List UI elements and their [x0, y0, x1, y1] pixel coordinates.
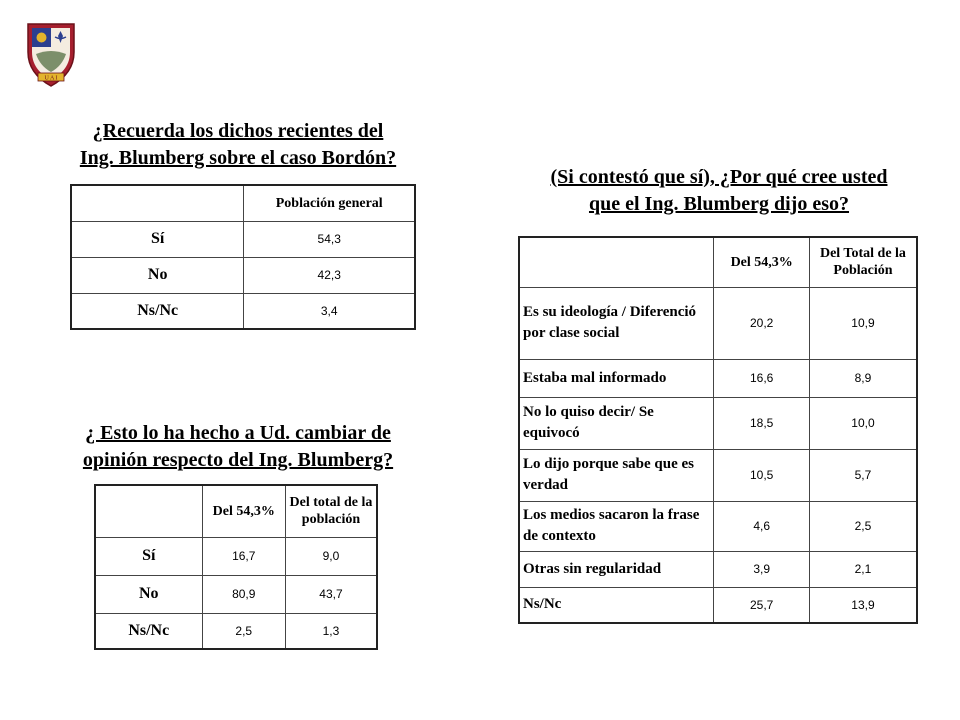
cell-value: 2,5 — [809, 501, 917, 551]
cell-value: 10,9 — [809, 287, 917, 359]
cell-value: 8,9 — [809, 359, 917, 397]
table-row — [519, 551, 917, 587]
column-header: Población general — [244, 185, 415, 221]
cell-value: 80,9 — [202, 575, 285, 613]
table-row — [95, 575, 377, 613]
row-label: Otras sin regularidad — [519, 551, 714, 587]
cell-value: 2,5 — [202, 613, 285, 649]
cell-value: 2,1 — [809, 551, 917, 587]
table-row — [519, 287, 917, 359]
question-1-line-2: Ing. Blumberg sobre el caso Bordón? — [79, 147, 397, 169]
question-3-line-1: (Si contestó que sí), ¿Por qué cree usted — [550, 166, 888, 188]
question-2-line-2: opinión respecto del Ing. Blumberg? — [82, 449, 394, 471]
column-header-subgroup: Del 54,3% — [202, 485, 285, 537]
cell-value: 3,4 — [244, 293, 415, 329]
column-header-subgroup: Del 54,3% — [714, 237, 809, 287]
table-row — [71, 221, 415, 257]
table-corner — [71, 185, 244, 221]
question-2-line-1: ¿ Esto lo ha hecho a Ud. cambiar de — [85, 422, 391, 444]
row-label: Ns/Nc — [71, 293, 244, 329]
question-3-line-2: que el Ing. Blumberg dijo eso? — [588, 193, 850, 215]
cell-value: 16,6 — [714, 359, 809, 397]
cell-value: 42,3 — [244, 257, 415, 293]
table-row — [519, 501, 917, 551]
cell-value: 4,6 — [714, 501, 809, 551]
question-1-line-1: ¿Recuerda los dichos recientes del — [92, 120, 384, 142]
table-row — [519, 397, 917, 449]
column-header-total: Del total de la población — [285, 485, 377, 537]
table-corner — [95, 485, 202, 537]
table-row — [519, 449, 917, 501]
question-3-title — [494, 164, 944, 218]
row-label: No — [95, 575, 202, 613]
table-row — [95, 613, 377, 649]
row-label: Sí — [95, 537, 202, 575]
cell-value: 13,9 — [809, 587, 917, 623]
table-row — [519, 359, 917, 397]
cell-value: 10,0 — [809, 397, 917, 449]
cell-value: 9,0 — [285, 537, 377, 575]
university-crest-icon — [26, 22, 76, 88]
cell-value: 25,7 — [714, 587, 809, 623]
row-label: Ns/Nc — [519, 587, 714, 623]
question-1-title — [28, 118, 448, 172]
row-label: Sí — [71, 221, 244, 257]
table-row — [71, 257, 415, 293]
cell-value: 3,9 — [714, 551, 809, 587]
table-row — [71, 293, 415, 329]
table-population-recall — [70, 184, 416, 330]
table-row — [519, 587, 917, 623]
row-label: Es su ideología / Diferenció por clase social — [519, 287, 714, 359]
table-opinion-change — [94, 484, 378, 650]
cell-value: 1,3 — [285, 613, 377, 649]
row-label: Lo dijo porque sabe que es verdad — [519, 449, 714, 501]
cell-value: 5,7 — [809, 449, 917, 501]
column-header-total: Del Total de la Población — [809, 237, 917, 287]
row-label: No lo quiso decir/ Se equivocó — [519, 397, 714, 449]
question-2-title — [28, 420, 448, 474]
cell-value: 43,7 — [285, 575, 377, 613]
row-label: Los medios sacaron la frase de contexto — [519, 501, 714, 551]
cell-value: 10,5 — [714, 449, 809, 501]
table-reasons — [518, 236, 918, 624]
row-label: Ns/Nc — [95, 613, 202, 649]
table-corner — [519, 237, 714, 287]
row-label: Estaba mal informado — [519, 359, 714, 397]
cell-value: 20,2 — [714, 287, 809, 359]
cell-value: 18,5 — [714, 397, 809, 449]
table-row — [95, 537, 377, 575]
cell-value: 54,3 — [244, 221, 415, 257]
cell-value: 16,7 — [202, 537, 285, 575]
row-label: No — [71, 257, 244, 293]
crest-letters: U A I — [44, 75, 58, 82]
